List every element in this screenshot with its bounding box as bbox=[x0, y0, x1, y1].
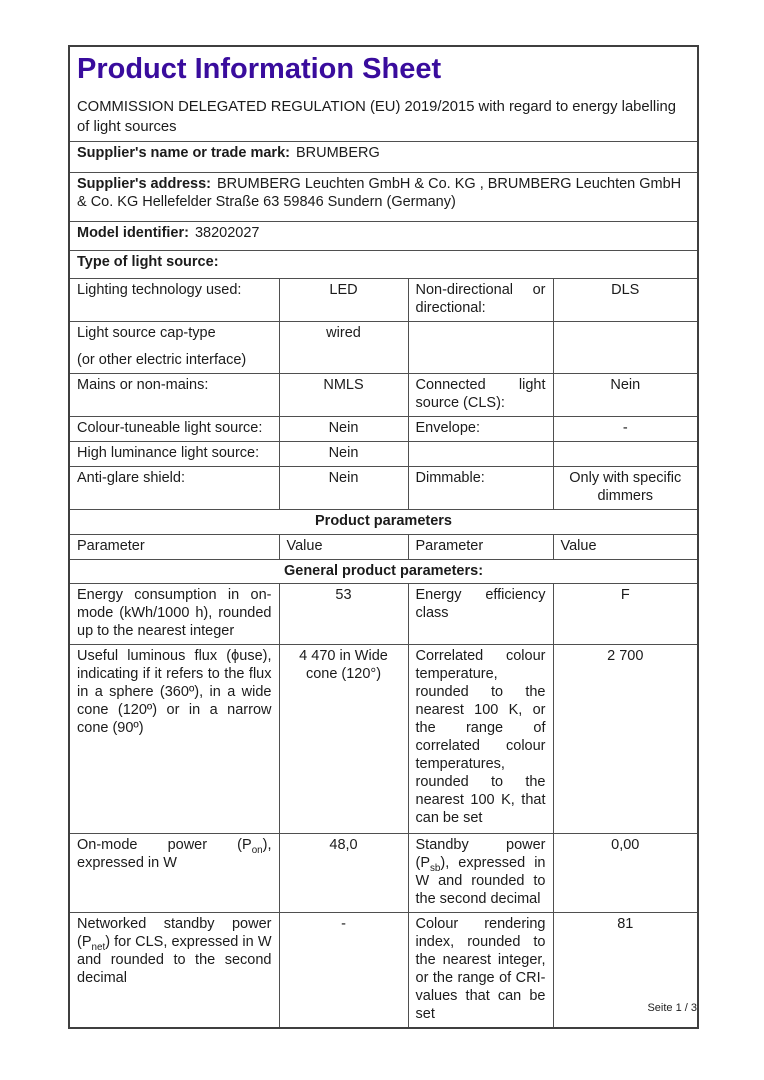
cct-value: 2 700 bbox=[553, 645, 698, 834]
column-header-value-2: Value bbox=[553, 534, 698, 559]
cap-type-label-line2: (or other electric interface) bbox=[77, 351, 247, 368]
cap-type-value: wired bbox=[279, 321, 408, 373]
column-header-value-1: Value bbox=[279, 534, 408, 559]
high-luminance-empty-value bbox=[553, 441, 698, 466]
cls-value: Nein bbox=[553, 373, 698, 416]
cct-label: Correlated colour temperature, rounded to the nearest 100 K, or the range of correlated colour temperatures, rounded to the nearest 100 K, that can be set bbox=[408, 645, 553, 834]
luminous-flux-label: Useful luminous flux (ϕuse), indicating if it refers to the flux in a sphere (360º), in a wide cone (120º) or in a narrow cone (90º) bbox=[69, 645, 279, 834]
supplier-name-value: BRUMBERG bbox=[295, 144, 380, 161]
product-parameters-heading-row bbox=[69, 509, 698, 534]
networked-standby-value: - bbox=[279, 913, 408, 1028]
on-mode-power-subscript: on bbox=[251, 845, 263, 857]
page-title: Product Information Sheet bbox=[77, 53, 442, 85]
header-row bbox=[69, 46, 698, 141]
column-header-parameter-2: Parameter bbox=[408, 534, 553, 559]
cls-label: Connected light source (CLS): bbox=[408, 373, 553, 416]
header-cell bbox=[69, 46, 698, 141]
colour-tuneable-label: Colour-tuneable light source: bbox=[69, 416, 279, 441]
energy-class-value: F bbox=[553, 584, 698, 645]
model-identifier-row bbox=[69, 221, 698, 250]
general-parameters-heading: General product parameters: bbox=[69, 559, 698, 584]
envelope-value: - bbox=[553, 416, 698, 441]
product-info-table bbox=[68, 45, 699, 1029]
page-number-footer: Seite 1 / 3 bbox=[647, 1002, 697, 1014]
on-mode-power-label: On-mode power $(P_{on})$, expressed in W bbox=[69, 834, 279, 913]
networked-standby-label: Networked standby power $(P_{net})$ for CLS, expressed in W and rounded to the second decimal bbox=[69, 913, 279, 1028]
on-mode-power-value: 48,0 bbox=[279, 834, 408, 913]
directionality-label: Non-directional or directional: bbox=[408, 278, 553, 321]
standby-power-label: Standby power $(P_{sb})$, expressed in W and rounded to the second decimal bbox=[408, 834, 553, 913]
mains-value: NMLS bbox=[279, 373, 408, 416]
regulation-subtitle: COMMISSION DELEGATED REGULATION (EU) 2019/2015 with regard to energy labelling of light sources bbox=[77, 98, 676, 135]
dimmable-label: Dimmable: bbox=[408, 466, 553, 509]
model-identifier-value: 38202027 bbox=[194, 224, 260, 241]
high-luminance-row bbox=[69, 441, 698, 466]
column-headers-row bbox=[69, 534, 698, 559]
cap-type-empty-value bbox=[553, 321, 698, 373]
energy-consumption-value: 53 bbox=[279, 584, 408, 645]
cri-label: Colour rendering index, rounded to the nearest integer, or the range of CRI-values that can be set bbox=[408, 913, 553, 1028]
anti-glare-label: Anti-glare shield: bbox=[69, 466, 279, 509]
colour-tuneable-value: Nein bbox=[279, 416, 408, 441]
cap-type-label-line1: Light source cap-type bbox=[77, 324, 216, 341]
networked-standby-subscript: net bbox=[91, 942, 106, 954]
envelope-label: Envelope: bbox=[408, 416, 553, 441]
type-of-light-source-heading: Type of light source: bbox=[69, 250, 698, 278]
luminous-flux-row bbox=[69, 645, 698, 834]
supplier-name-cell bbox=[69, 141, 698, 172]
high-luminance-empty-param bbox=[408, 441, 553, 466]
type-of-light-source-row bbox=[69, 250, 698, 278]
supplier-address-label: Supplier's address: bbox=[77, 175, 211, 192]
energy-class-label: Energy efficiency class bbox=[408, 584, 553, 645]
cap-type-empty-param bbox=[408, 321, 553, 373]
directionality-value: DLS bbox=[553, 278, 698, 321]
general-parameters-heading-row bbox=[69, 559, 698, 584]
product-parameters-heading: Product parameters bbox=[69, 509, 698, 534]
supplier-address-value: BRUMBERG Leuchten GmbH & Co. KG , BRUMBERG Leuchten GmbH & Co. KG Hellefelder Straße 63 59846 Sundern (Germany) bbox=[77, 175, 682, 210]
high-luminance-label: High luminance light source: bbox=[69, 441, 279, 466]
supplier-name-label: Supplier's name or trade mark: bbox=[77, 144, 290, 161]
lighting-technology-value: LED bbox=[279, 278, 408, 321]
model-identifier-label: Model identifier: bbox=[77, 224, 189, 241]
standby-power-subscript: sb bbox=[430, 863, 441, 875]
energy-consumption-label: Energy consumption in on-mode (kWh/1000 h), rounded up to the nearest integer bbox=[69, 584, 279, 645]
supplier-name-row bbox=[69, 141, 698, 172]
column-header-parameter-1: Parameter bbox=[69, 534, 279, 559]
dimmable-value: Only with specific dimmers bbox=[553, 466, 698, 509]
mains-row bbox=[69, 373, 698, 416]
supplier-address-row bbox=[69, 172, 698, 221]
cap-type-label bbox=[69, 321, 279, 373]
colour-tuneable-row bbox=[69, 416, 698, 441]
cri-value: 81 bbox=[553, 913, 698, 1028]
anti-glare-row bbox=[69, 466, 698, 509]
luminous-flux-value: 4 470 in Wide cone (120°) bbox=[279, 645, 408, 834]
on-mode-power-row bbox=[69, 834, 698, 913]
standby-power-value: 0,00 bbox=[553, 834, 698, 913]
high-luminance-value: Nein bbox=[279, 441, 408, 466]
cap-type-row bbox=[69, 321, 698, 373]
mains-label: Mains or non-mains: bbox=[69, 373, 279, 416]
lighting-technology-label: Lighting technology used: bbox=[69, 278, 279, 321]
energy-consumption-row bbox=[69, 584, 698, 645]
supplier-address-cell bbox=[69, 172, 698, 221]
model-identifier-cell bbox=[69, 221, 698, 250]
lighting-technology-row bbox=[69, 278, 698, 321]
anti-glare-value: Nein bbox=[279, 466, 408, 509]
